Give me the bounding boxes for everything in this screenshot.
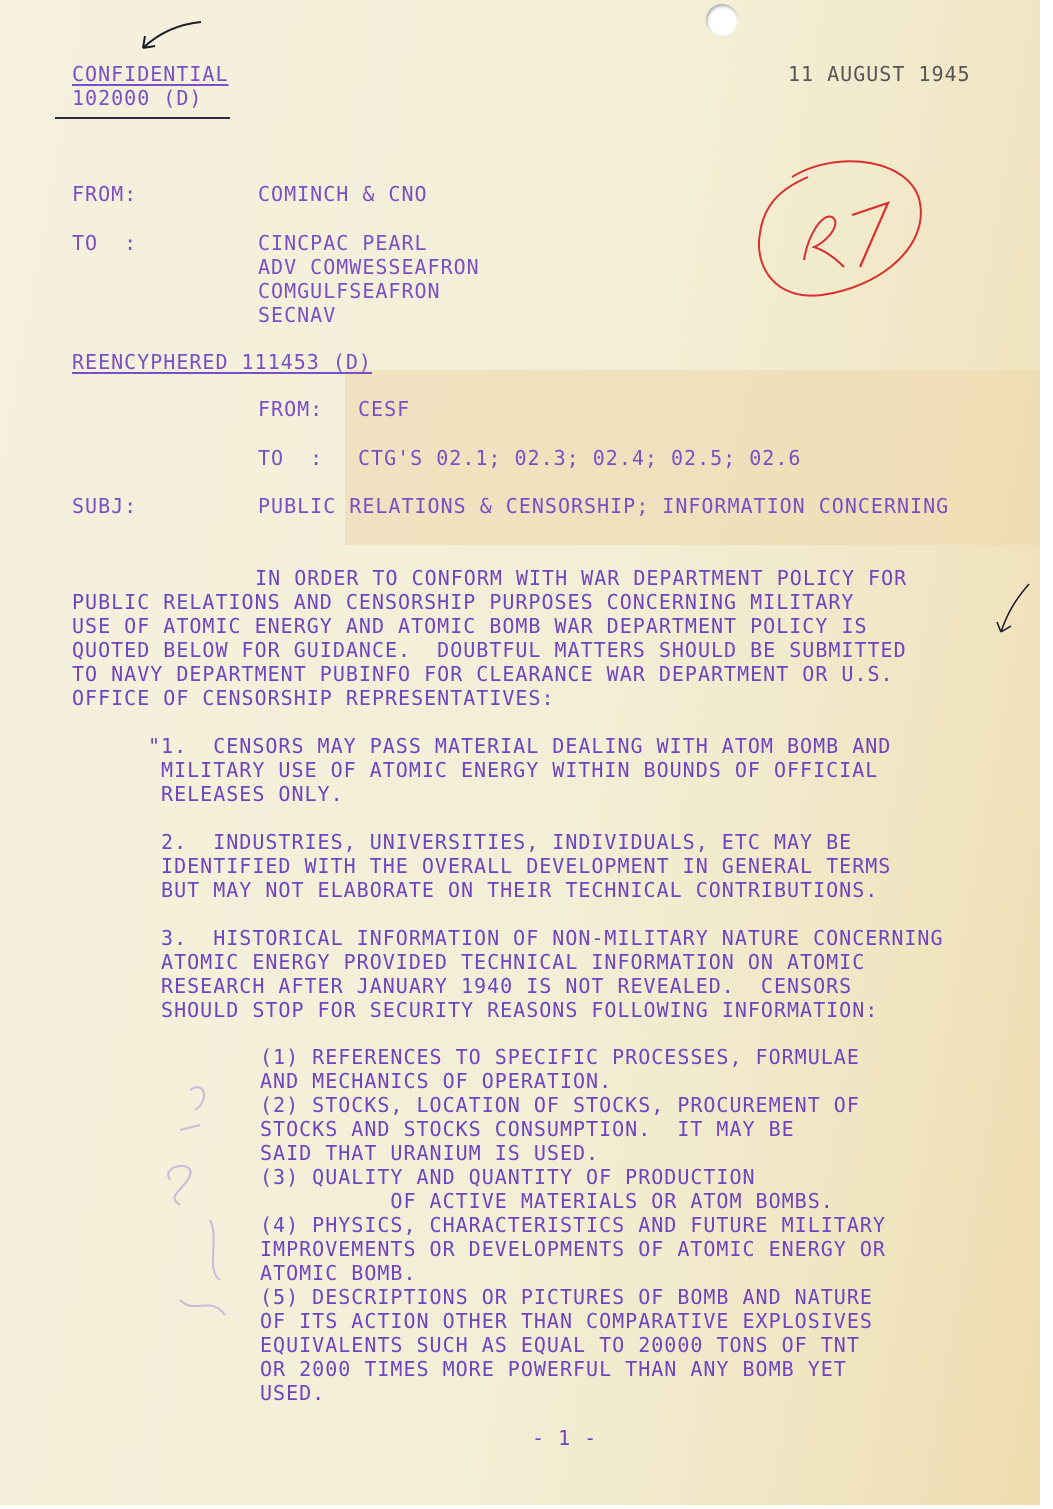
para1-line: "1. CENSORS MAY PASS MATERIAL DEALING WITH ATOM BOMB AND [148, 734, 892, 758]
red-circle-mark-icon [752, 155, 932, 305]
para2-line: IDENTIFIED WITH THE OVERALL DEVELOPMENT IN GENERAL TERMS [148, 854, 892, 878]
item-line: USED. [260, 1381, 326, 1405]
from-value: COMINCH & CNO [258, 182, 428, 206]
intro-line: OFFICE OF CENSORSHIP REPRESENTATIVES: [72, 686, 555, 710]
item-line: IMPROVEMENTS OR DEVELOPMENTS OF ATOMIC ENERGY OR [260, 1237, 886, 1261]
para3-line: ATOMIC ENERGY PROVIDED TECHNICAL INFORMATION ON ATOMIC [148, 950, 866, 974]
item-line: (4) PHYSICS, CHARACTERISTICS AND FUTURE MILITARY [260, 1213, 886, 1237]
reenc-from-value: CESF [358, 397, 411, 421]
to-value-1: CINCPAC PEARL [258, 231, 428, 255]
item-line: OR 2000 TIMES MORE POWERFUL THAN ANY BOMB YET [260, 1357, 847, 1381]
item-line: OF ACTIVE MATERIALS OR ATOM BOMBS. [260, 1189, 834, 1213]
item-line: (2) STOCKS, LOCATION OF STOCKS, PROCUREMENT OF [260, 1093, 860, 1117]
to-value-2: ADV COMWESSEAFRON [258, 255, 480, 279]
para3-line: SHOULD STOP FOR SECURITY REASONS FOLLOWING INFORMATION: [148, 998, 879, 1022]
subject-value: PUBLIC RELATIONS & CENSORSHIP; INFORMATION CONCERNING [258, 494, 950, 518]
classification-label: CONFIDENTIAL [72, 62, 229, 86]
to-value-3: COMGULFSEAFRON [258, 279, 441, 303]
reenc-to-label: TO : [258, 446, 324, 470]
page-number: - 1 - [532, 1426, 598, 1450]
intro-line: QUOTED BELOW FOR GUIDANCE. DOUBTFUL MATTERS SHOULD BE SUBMITTED [72, 638, 907, 662]
item-line: STOCKS AND STOCKS CONSUMPTION. IT MAY BE [260, 1117, 795, 1141]
intro-line: PUBLIC RELATIONS AND CENSORSHIP PURPOSES CONCERNING MILITARY [72, 590, 855, 614]
item-line: (3) QUALITY AND QUANTITY OF PRODUCTION [260, 1165, 756, 1189]
item-line: ATOMIC BOMB. [260, 1261, 417, 1285]
reencyphered-label: REENCYPHERED 111453 (D) [72, 350, 372, 374]
punch-hole [706, 4, 738, 36]
item-line: AND MECHANICS OF OPERATION. [260, 1069, 613, 1093]
para1-line: MILITARY USE OF ATOMIC ENERGY WITHIN BOUNDS OF OFFICIAL [148, 758, 879, 782]
para2-line: BUT MAY NOT ELABORATE ON THEIR TECHNICAL CONTRIBUTIONS. [148, 878, 879, 902]
reenc-from-label: FROM: [258, 397, 324, 421]
reenc-to-value: CTG'S 02.1; 02.3; 02.4; 02.5; 02.6 [358, 446, 802, 470]
item-line: (1) REFERENCES TO SPECIFIC PROCESSES, FORMULAE [260, 1045, 860, 1069]
header-underline [55, 117, 230, 119]
intro-line: TO NAVY DEPARTMENT PUBINFO FOR CLEARANCE WAR DEPARTMENT OR U.S. [72, 662, 894, 686]
para1-line: RELEASES ONLY. [148, 782, 344, 806]
item-line: (5) DESCRIPTIONS OR PICTURES OF BOMB AND NATURE [260, 1285, 873, 1309]
subject-label: SUBJ: [72, 494, 138, 518]
item-line: SAID THAT URANIUM IS USED. [260, 1141, 600, 1165]
date-label: 11 AUGUST 1945 [788, 62, 971, 86]
dtg-label: 102000 (D) [72, 86, 203, 110]
to-value-4: SECNAV [258, 303, 337, 327]
from-label: FROM: [72, 182, 138, 206]
item-line: EQUIVALENTS SUCH AS EQUAL TO 20000 TONS OF TNT [260, 1333, 860, 1357]
para3-line: 3. HISTORICAL INFORMATION OF NON-MILITARY NATURE CONCERNING [148, 926, 944, 950]
margin-arrow-icon [985, 580, 1035, 640]
item-line: OF ITS ACTION OTHER THAN COMPARATIVE EXPLOSIVES [260, 1309, 873, 1333]
para3-line: RESEARCH AFTER JANUARY 1940 IS NOT REVEALED. CENSORS [148, 974, 853, 998]
para2-line: 2. INDUSTRIES, UNIVERSITIES, INDIVIDUALS, ETC MAY BE [148, 830, 853, 854]
intro-line: USE OF ATOMIC ENERGY AND ATOMIC BOMB WAR DEPARTMENT POLICY IS [72, 614, 868, 638]
faint-handwriting-icon [150, 1070, 260, 1330]
arrow-mark-icon [135, 18, 205, 54]
intro-line: IN ORDER TO CONFORM WITH WAR DEPARTMENT POLICY FOR [216, 566, 908, 590]
to-label: TO : [72, 231, 138, 255]
